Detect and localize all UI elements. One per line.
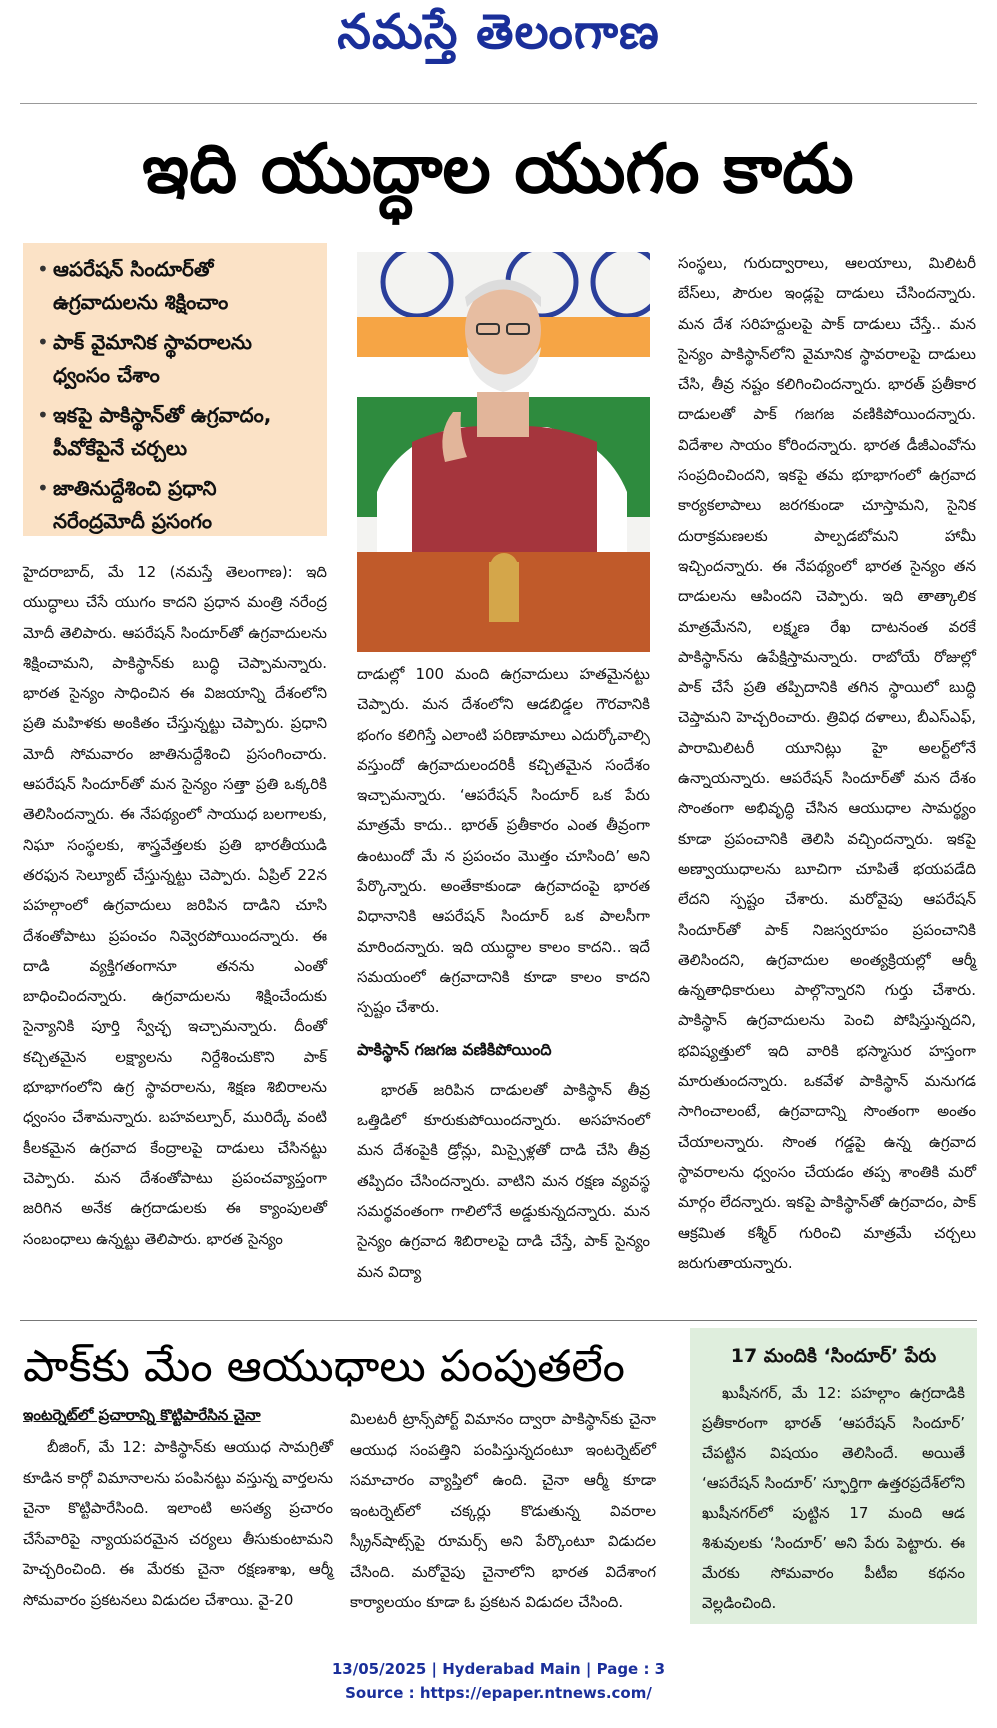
highlight-item [37, 472, 315, 538]
section-divider [20, 1320, 977, 1321]
article-subheading: పాకిస్థాన్ గజగజ వణికిపోయింది [357, 1039, 552, 1059]
bullet-icon: • [37, 476, 49, 500]
page-info: 13/05/2025 | Hyderabad Main | Page : 3 [331, 1660, 666, 1678]
bullet-icon: • [37, 257, 49, 281]
article-text: భారత్ జరిపిన దాడులతో పాకిస్థాన్ తీవ్ర ఒత్తిడిలో కూరుకుపోయిందన్నారు. అసహనంలో మన దేశంపైకి డ్రోన్లు, మిస్సైళ్లతో దాడి చేసి తీవ్ర తప్పిదం చేసిందన్నారు. వాటిని మన రక్షణ వ్యవస్థ సమర్థవంతంగా గాలిలోనే అడ్డుకున్నదన్నారు. మన సైన్యం ఉగ్రవాద శిబిరాలపై దాడి చేస్తే, పాక్ సైన్యం మన విద్యా [357, 1080, 650, 1281]
sidebar-story-box [690, 1328, 977, 1624]
sidebar-story-title: 17 మందికి ‘సిందూర్’ పేరు [730, 1345, 937, 1367]
highlight-text: ఆపరేషన్ సిందూర్‌తో ఉగ్రవాదులను శిక్షించాం [53, 257, 229, 314]
masthead [0, 0, 997, 96]
article-column-2 [357, 659, 650, 1287]
highlight-item [37, 253, 315, 319]
highlight-text: జాతినుద్దేశించి ప్రధాని నరేంద్రమోదీ ప్రసంగం [53, 476, 217, 533]
source-link[interactable]: Source : https://epaper.ntnews.com/ [345, 1684, 652, 1702]
second-story-headline: పాక్‌కు మేం ఆయుధాలు పంపుతలేం [23, 1341, 625, 1392]
second-story-subheading: ఇంటర్నెట్‌లో ప్రచారాన్ని కొట్టిపారేసిన చైనా [23, 1406, 261, 1424]
second-story-column-2: మిలటరీ ట్రాన్స్‌పోర్ట్ విమానం ద్వారా పాకిస్థాన్‌కు చైనా ఆయుధ సంపత్తిని పంపిస్తున్నదంటూ ఇంటర్నెట్‌లో సమాచారం వ్యాప్తిలో ఉంది. చైనా ఆర్మీ కూడా ఇంటర్నెట్‌లో చక్కర్లు కొడుతున్న వివరాల స్క్రీన్‌షాట్స్‌పై రూమర్స్ అని పేర్కొంటూ విడుదల చేసింది. మరోవైపు చైనాలోని భారత విదేశాంగ కార్యాలయం కూడా ఓ ప్రకటన విడుదల చేసింది. [350, 1410, 656, 1611]
article-column-3 [678, 248, 976, 1278]
bullet-icon: • [37, 330, 49, 354]
masthead-divider [20, 103, 977, 104]
newspaper-logo: నమస్తే తెలంగాణ [337, 4, 660, 60]
speaker-illustration [357, 252, 650, 652]
main-headline: ఇది యుద్ధాల యుగం కాదు [142, 130, 854, 209]
article-text: హైదరాబాద్, మే 12 (నమస్తే తెలంగాణ): ఇది యుద్ధాలు చేసే యుగం కాదని ప్రధాన మంత్రి నరేంద్ర మోదీ తెలిపారు. ఆపరేషన్ సిందూర్‌తో ఉగ్రవాదులను శిక్షించామని, పాకిస్థాన్‌కు బుద్ధి చెప్పామన్నారు. భారత సైన్యం సాధించిన ఈ విజయాన్ని దేశంలోని ప్రతి మహిళకు అంకితం చేస్తున్నట్టు చెప్పారు. ప్రధాని మోదీ సోమవారం జాతినుద్దేశించి ప్రసంగించారు. ఆపరేషన్ సిందూర్‌తో మన సైన్యం సత్తా ప్రతి ఒక్కరికి తెలిసిందన్నారు. ఈ నేపథ్యంలో సాయుధ బలగాలకు, నిఘా సంస్థలకు, శాస్త్రవేత్తలకు ప్రతి భారతీయుడి తరఫున సెల్యూట్ చేస్తున్నట్టు చెప్పారు. ఏప్రిల్ 22న పహల్గాంలో ఉగ్రవాదులు జరిపిన దాడిని చూసి దేశంతోపాటు ప్రపంచం నివ్వెరపోయిందన్నారు. ఈ దాడి వ్యక్తిగతంగానూ తనను ఎంతో బాధించిందన్నారు. ఉగ్రవాదులను శిక్షించేందుకు సైన్యానికి పూర్తి స్వేచ్ఛ ఇచ్చామన్నారు. దీంతో కచ్చితమైన లక్ష్యాలను నిర్దేశించుకొని పాక్ భూభాగంలోని ఉగ్ర స్థావరాలను, శిక్షణ శిబిరాలను ధ్వంసం చేశామన్నారు. బహవల్పూర్, మురిద్కే వంటి కీలకమైన ఉగ్రవాద కేంద్రాలపై దాడులు చేసినట్టు చెప్పారు. మన దేశంతోపాటు ప్రపంచవ్యాప్తంగా జరిగిన అనేక ఉగ్రదాడులకు ఈ క్యాంపులతో సంబంధాలు ఉన్నట్టు తెలిపారు. భారత సైన్యం [23, 563, 327, 1248]
sidebar-story-text: ఖుషీనగర్, మే 12: పహల్గాం ఉగ్రదాడికి ప్రతీకారంగా భారత్ ‘ఆపరేషన్ సిందూర్’ చేపట్టిన విషయం తెలిసిందే. అయితే ‘ఆపరేషన్ సిందూర్’ స్ఫూర్తిగా ఉత్తరప్రదేశ్‌లోని ఖుషీనగర్‌లో పుట్టిన 17 మంది ఆడ శిశువులకు ‘సిందూర్’ అని పేరు పెట్టారు. ఈ మేరకు సోమవారం పీటీఐ కథనం వెల్లడించింది. [702, 1384, 965, 1612]
article-text: సంస్థలు, గురుద్వారాలు, ఆలయాలు, మిలిటరీ బేస్‌లు, పౌరుల ఇండ్లపై దాడులు చేసిందన్నారు. మన దేశ సరిహద్దులపై పాక్ దాడులు చేస్తే.. మన సైన్యం పాకిస్థాన్‌లోని వైమానిక స్థావరాలపై దాడులు చేసి, తీవ్ర నష్టం కలిగించిందన్నారు. భారత్ ప్రతీకార దాడులతో పాక్ గజగజ వణికిపోయిందన్నారు. విదేశాల సాయం కోరిందన్నారు. భారత డీజీఎంవోను సంప్రదించిందని, ఇకపై తమ భూభాగంలో ఉగ్రవాద కార్యకలాపాలు జరగకుండా చూస్తామని, సైనిక దురాక్రమణలకు పాల్పడబోమని హామీ ఇచ్చిందన్నారు. ఈ నేపథ్యంలో భారత సైన్యం తన దాడులను ఆపిందని చెప్పారు. ఇది తాత్కాలిక మాత్రమేనని, లక్ష్మణ రేఖ దాటనంత వరకే పాకిస్థాన్‌ను ఉపేక్షిస్తామన్నారు. రాబోయే రోజుల్లో పాక్ చేసే ప్రతి తప్పిదానికి తగిన స్థాయిలో బుద్ధి చెప్తామని హెచ్చరించారు. త్రివిధ దళాలు, బీఎస్‌ఎఫ్, పారామిలిటరీ యూనిట్లు హై అలర్ట్‌లోనే ఉన్నాయన్నారు. ఆపరేషన్ సిందూర్‌తో మన దేశం సొంతంగా అభివృద్ధి చేసిన ఆయుధాల సామర్థ్యం కూడా ప్రపంచానికి తెలిసి వచ్చిందన్నారు. ఇకపై అణ్వాయుధాలను బూచిగా చూపితే భయపడేది లేదని స్పష్టం చేశారు. మరోవైపు ఆపరేషన్ సిందూర్‌తో పాక్ నిజస్వరూపం ప్రపంచానికి తెలిసిందని, ఉగ్రవాదుల అంత్యక్రియల్లో ఆర్మీ ఉన్నతాధికారులు పాల్గొన్నారని గుర్తు చేశారు. పాకిస్థాన్ ఉగ్రవాదులను పెంచి పోషిస్తున్నదని, భవిష్యత్తులో ఇది వారికి భస్మాసుర హస్తంగా మారుతుందన్నారు. ఒకవేళ పాకిస్థాన్ మనుగడ సాగించాలంటే, ఉగ్రవాదాన్ని సొంతంగా అంతం చేయాలన్నారు. సొంత గడ్డపై ఉన్న ఉగ్రవాద స్థావరాలను ధ్వంసం చేయడం తప్ప శాంతికి మరో మార్గం లేదన్నారు. ఇకపై పాకిస్థాన్‌తో ఉగ్రవాదం, పాక్ ఆక్రమిత కశ్మీర్ గురించి మాత్రమే చర్చలు జరుగుతాయన్నారు. [678, 254, 976, 1272]
highlight-text: ఇకపై పాకిస్థాన్‌తో ఉగ్రవాదం, పీవోకేపైనే చర్చలు [53, 403, 272, 460]
highlight-item [37, 399, 315, 465]
highlight-item [37, 326, 315, 392]
news-photo [357, 252, 650, 652]
article-column-1 [23, 557, 327, 1254]
second-story-column-1: బీజింగ్, మే 12: పాకిస్థాన్‌కు ఆయుధ సామగ్రితో కూడిన కార్గో విమానాలను పంపినట్టు వస్తున్న వార్తలను చైనా కొట్టిపారేసింది. ఇలాంటి అసత్య ప్రచారం చేసేవారిపై న్యాయపరమైన చర్యలు తీసుకుంటామని హెచ్చరించింది. ఈ మేరకు చైనా రక్షణశాఖ, ఆర్మీ సోమవారం ప్రకటనలు విడుదల చేశాయి. వై-20 [23, 1438, 333, 1609]
highlight-text: పాక్ వైమానిక స్థావరాలను ధ్వంసం చేశాం [53, 330, 252, 387]
bullet-icon: • [37, 403, 49, 427]
article-text: దాడుల్లో 100 మంది ఉగ్రవాదులు హతమైనట్టు చెప్పారు. మన దేశంలోని ఆడబిడ్డల గౌరవానికి భంగం కలిగిస్తే ఎలాంటి పరిణామాలు ఎదుర్కోవాల్సి వస్తుందో ఉగ్రవాదులందరికీ కచ్చితమైన సందేశం ఇచ్చామన్నారు. ‘ఆపరేషన్ సిందూర్ ఒక పేరు మాత్రమే కాదు.. భారత్ ప్రతీకారం ఎంత తీవ్రంగా ఉంటుందో మే న ప్రపంచం మొత్తం చూసింది’ అని పేర్కొన్నారు. అంతేకాకుండా ఉగ్రవాదంపై భారత విధానానికి ఆపరేషన్ సిందూర్ ఒక పాలసీగా మారిందన్నారు. ఇది యుద్ధాల కాలం కాదని.. ఇదే సమయంలో ఉగ్రవాదానికి కూడా కాలం కాదని స్పష్టం చేశారు. [357, 665, 650, 1017]
highlights-box [23, 243, 327, 536]
